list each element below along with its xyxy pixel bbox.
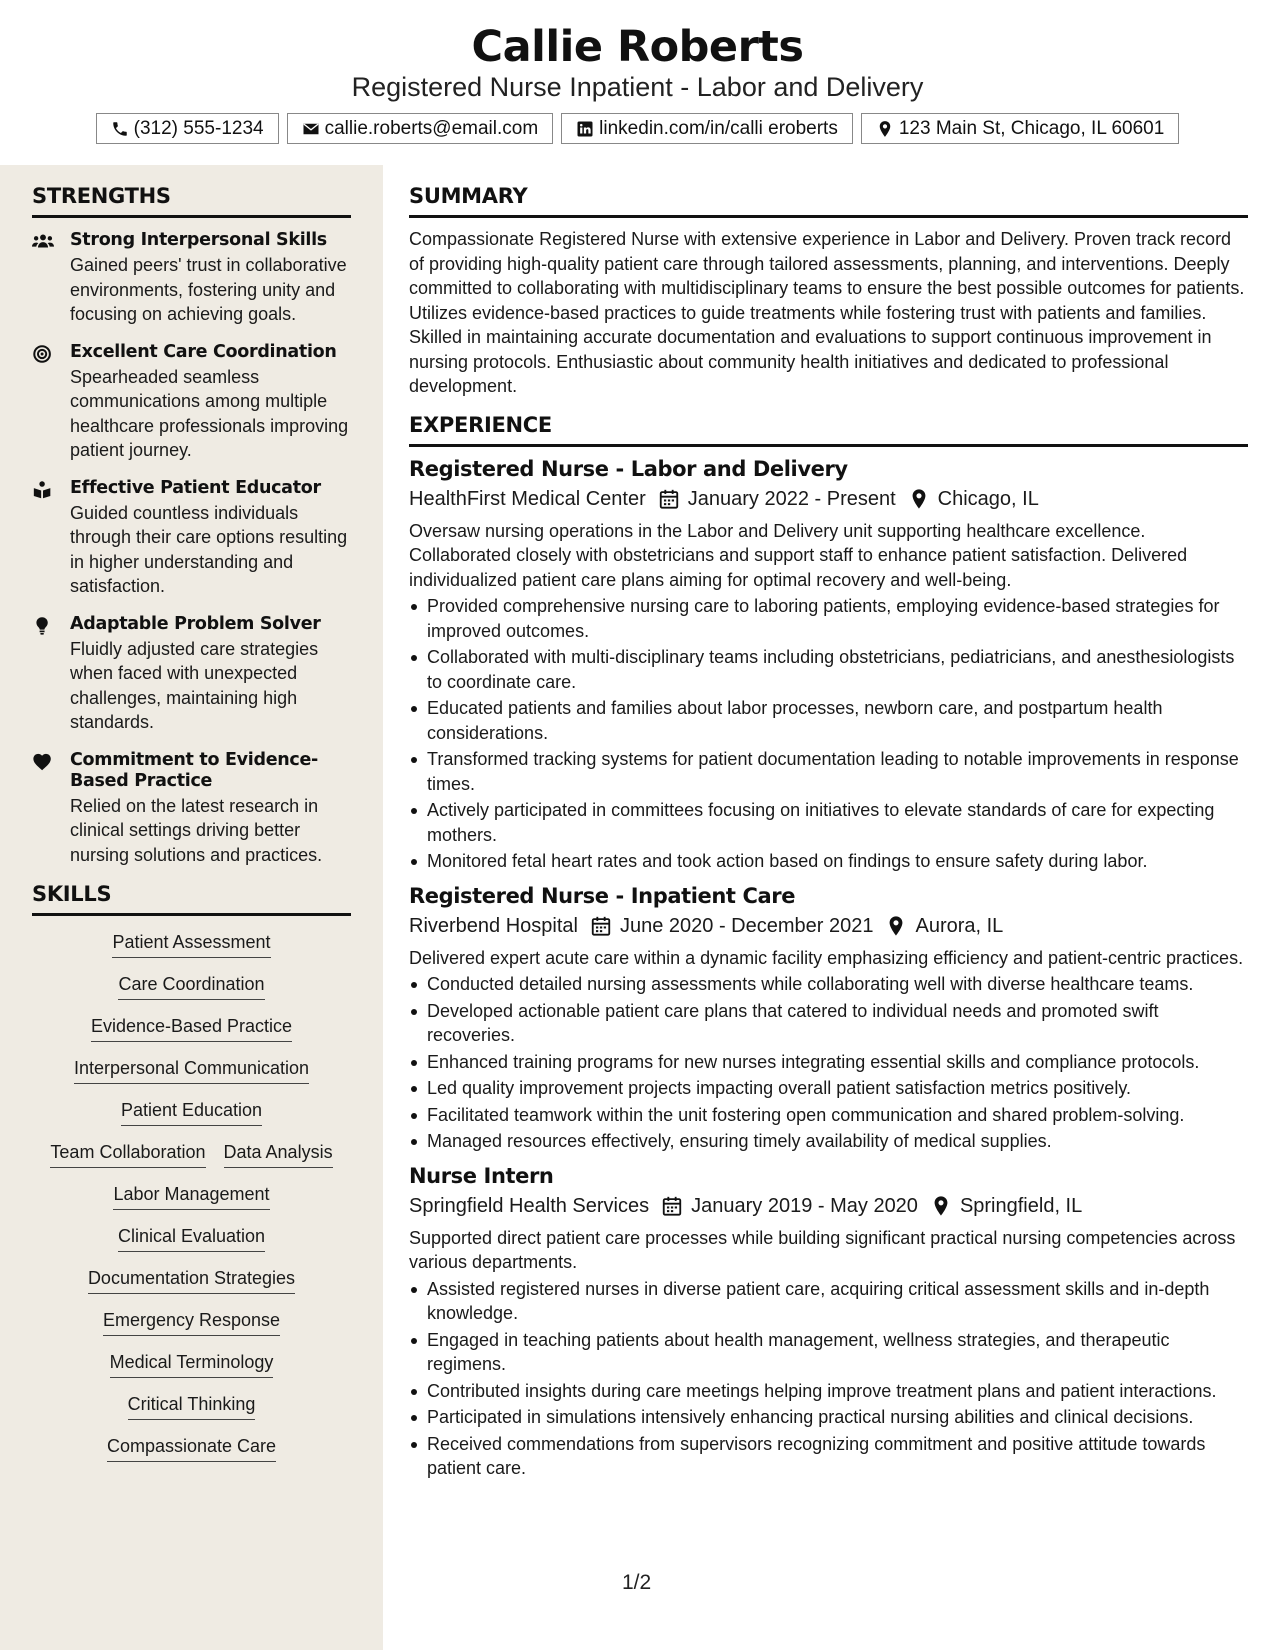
job-title: Registered Nurse - Labor and Delivery [409, 456, 848, 481]
contact-phone[interactable] [96, 113, 279, 144]
job-description: Oversaw nursing operations in the Labor and Delivery unit supporting healthcare excellence. Collaborated closely with obstetricians and support staff to enhance patient satisfaction. Delivered individualized patient care plans aiming for optimal recovery and well-being. [409, 520, 1188, 590]
job-bullet: Assisted registered nurses in diverse patient care, acquiring critical assessment skills and in-depth knowledge. [409, 1277, 1248, 1326]
sidebar [0, 165, 383, 1650]
skill-tag: Care Coordination [118, 968, 264, 1000]
calendar-icon [658, 488, 680, 510]
book-reader-icon [32, 480, 54, 500]
strength-item [32, 230, 351, 327]
job-bullets [409, 594, 1248, 874]
map-pin-icon [876, 120, 894, 138]
job-location: Springfield, IL [959, 1194, 1083, 1217]
job-bullet: Developed actionable patient care plans that catered to individual needs and promoted swift recoveries. [409, 999, 1248, 1048]
job-dates: June 2020 - December 2021 [619, 914, 874, 937]
contact-linkedin[interactable] [561, 113, 853, 144]
strength-description: Guided countless individuals through their care options resulting in higher understanding and satisfaction. [70, 502, 348, 596]
map-pin-icon [885, 915, 907, 937]
strength-title: Excellent Care Coordination [70, 341, 337, 362]
strength-description: Fluidly adjusted care strategies when faced with unexpected challenges, maintaining high standards. [70, 638, 319, 732]
strength-description: Relied on the latest research in clinical settings driving better nursing solutions and practices. [70, 795, 323, 865]
job-entry [409, 455, 1248, 874]
skill-tag: Interpersonal Communication [74, 1052, 309, 1084]
contact-email[interactable] [287, 113, 554, 144]
experience-heading: EXPERIENCE [409, 413, 1248, 447]
resume-header [0, 0, 1275, 165]
job-entry [409, 1162, 1248, 1481]
job-location: Chicago, IL [937, 487, 1039, 510]
skill-tag: Critical Thinking [128, 1388, 256, 1420]
job-bullet: Enhanced training programs for new nurses integrating essential skills and compliance protocols. [409, 1050, 1248, 1075]
skill-tag: Medical Terminology [110, 1346, 274, 1378]
strengths-list [32, 230, 351, 867]
job-entry [409, 882, 1248, 1154]
summary-text: Compassionate Registered Nurse with extensive experience in Labor and Delivery. Proven track record of providing high-quality patient care through tailored assessments, planning, and interventions. Deeply committed to collaborating with multidisciplinary teams to ensure the best possible outcomes for patients. Utilizes evidence-based practices to guide treatments while fostering trust with patients and families. Skilled in maintaining accurate documentation and evaluations to support continuous improvement in nursing protocols. Enthusiastic about community health initiatives and dedicated to professional development. [409, 229, 1245, 396]
skill-tag: Documentation Strategies [88, 1262, 295, 1294]
job-bullet: Led quality improvement projects impacting overall patient satisfaction metrics positively. [409, 1076, 1248, 1101]
users-icon [32, 232, 54, 252]
page-number: 1/2 [622, 1571, 652, 1594]
skill-tag: Emergency Response [103, 1304, 280, 1336]
job-bullet: Participated in simulations intensively enhancing practical nursing abilities and clinical decisions. [409, 1405, 1248, 1430]
strength-description: Gained peers' trust in collaborative environments, fostering unity and focusing on achieving goals. [70, 255, 347, 324]
job-dates: January 2022 - Present [687, 487, 896, 510]
job-bullets [409, 972, 1248, 1154]
map-pin-icon [930, 1195, 952, 1217]
job-bullet: Transformed tracking systems for patient documentation leading to notable improvements in response times. [409, 747, 1248, 796]
contact-bar [0, 113, 1275, 144]
job-bullet: Actively participated in committees focusing on initiatives to elevate standards of care for expecting mothers. [409, 798, 1248, 847]
contact-linkedin-text: linkedin.com/in/calli eroberts [599, 117, 838, 139]
contact-email-text: callie.roberts@email.com [324, 117, 539, 139]
skill-tag: Data Analysis [224, 1136, 333, 1168]
contact-address-text: 123 Main St, Chicago, IL 60601 [898, 117, 1165, 139]
job-bullet: Received commendations from supervisors recognizing commitment and positive attitude towards patient care. [409, 1432, 1248, 1481]
target-icon [32, 344, 54, 364]
skill-tag: Clinical Evaluation [118, 1220, 265, 1252]
skill-tag: Patient Education [121, 1094, 262, 1126]
job-title: Registered Nurse - Inpatient Care [409, 883, 796, 908]
job-bullet: Engaged in teaching patients about health management, wellness strategies, and therapeutic regimens. [409, 1328, 1248, 1377]
skill-tag: Patient Assessment [112, 926, 270, 958]
linkedin-icon [576, 120, 594, 138]
job-bullet: Monitored fetal heart rates and took action based on findings to ensure safety during labor. [409, 849, 1248, 874]
strength-title: Commitment to Evidence-Based Practice [70, 749, 319, 791]
job-bullet: Educated patients and families about labor processes, newborn care, and postpartum health considerations. [409, 696, 1248, 745]
heart-icon [32, 752, 54, 772]
job-bullet: Managed resources effectively, ensuring timely availability of medical supplies. [409, 1129, 1248, 1154]
job-dates: January 2019 - May 2020 [691, 1194, 918, 1217]
strength-title: Adaptable Problem Solver [70, 613, 321, 634]
calendar-icon [590, 915, 612, 937]
contact-address [861, 113, 1179, 144]
skill-tag: Compassionate Care [107, 1430, 276, 1462]
strength-title: Strong Interpersonal Skills [70, 230, 327, 250]
phone-icon [111, 120, 129, 138]
calendar-icon [661, 1195, 683, 1217]
job-title: Nurse Intern [409, 1163, 554, 1188]
job-description: Delivered expert acute care within a dynamic facility emphasizing efficiency and patient-centric practices. [409, 947, 1244, 968]
job-bullet: Conducted detailed nursing assessments while collaborating well with diverse healthcare teams. [409, 972, 1248, 997]
strength-item [32, 478, 351, 599]
skill-tag: Labor Management [113, 1178, 269, 1210]
summary-heading: SUMMARY [409, 184, 1248, 218]
job-company: Riverbend Hospital [409, 914, 578, 937]
job-company: Springfield Health Services [409, 1194, 650, 1217]
strength-item [32, 750, 351, 868]
skill-tag: Evidence-Based Practice [91, 1010, 292, 1042]
skills-list [32, 926, 351, 1472]
strength-item [32, 342, 351, 463]
envelope-icon [302, 120, 320, 138]
job-company: HealthFirst Medical Center [409, 487, 646, 510]
job-bullet: Provided comprehensive nursing care to laboring patients, employing evidence-based strategies for improved outcomes. [409, 594, 1248, 643]
strength-item [32, 614, 351, 735]
job-bullet: Facilitated teamwork within the unit fostering open communication and shared problem-solving. [409, 1103, 1248, 1128]
main-content [383, 165, 1275, 1650]
candidate-headline: Registered Nurse Inpatient - Labor and Delivery [351, 72, 924, 102]
job-description: Supported direct patient care processes while building significant practical nursing competencies across various departments. [409, 1227, 1236, 1272]
job-bullet: Collaborated with multi-disciplinary teams including obstetricians, pediatricians, and anesthesiologists to coordinate care. [409, 645, 1248, 694]
contact-phone-text: (312) 555-1234 [133, 117, 264, 139]
strength-description: Spearheaded seamless communications among multiple healthcare professionals improving patient journey. [70, 366, 349, 460]
skills-heading: SKILLS [32, 882, 351, 916]
job-meta [409, 486, 1248, 512]
strengths-heading: STRENGTHS [32, 184, 351, 218]
job-bullets [409, 1277, 1248, 1481]
skill-tag: Team Collaboration [50, 1136, 205, 1168]
map-pin-icon [908, 488, 930, 510]
job-location: Aurora, IL [915, 914, 1004, 937]
job-meta [409, 1193, 1248, 1219]
job-meta [409, 913, 1248, 939]
strength-title: Effective Patient Educator [70, 477, 321, 498]
lightbulb-icon [32, 616, 54, 636]
candidate-name: Callie Roberts [471, 22, 804, 72]
job-bullet: Contributed insights during care meetings helping improve treatment plans and patient interactions. [409, 1379, 1248, 1404]
